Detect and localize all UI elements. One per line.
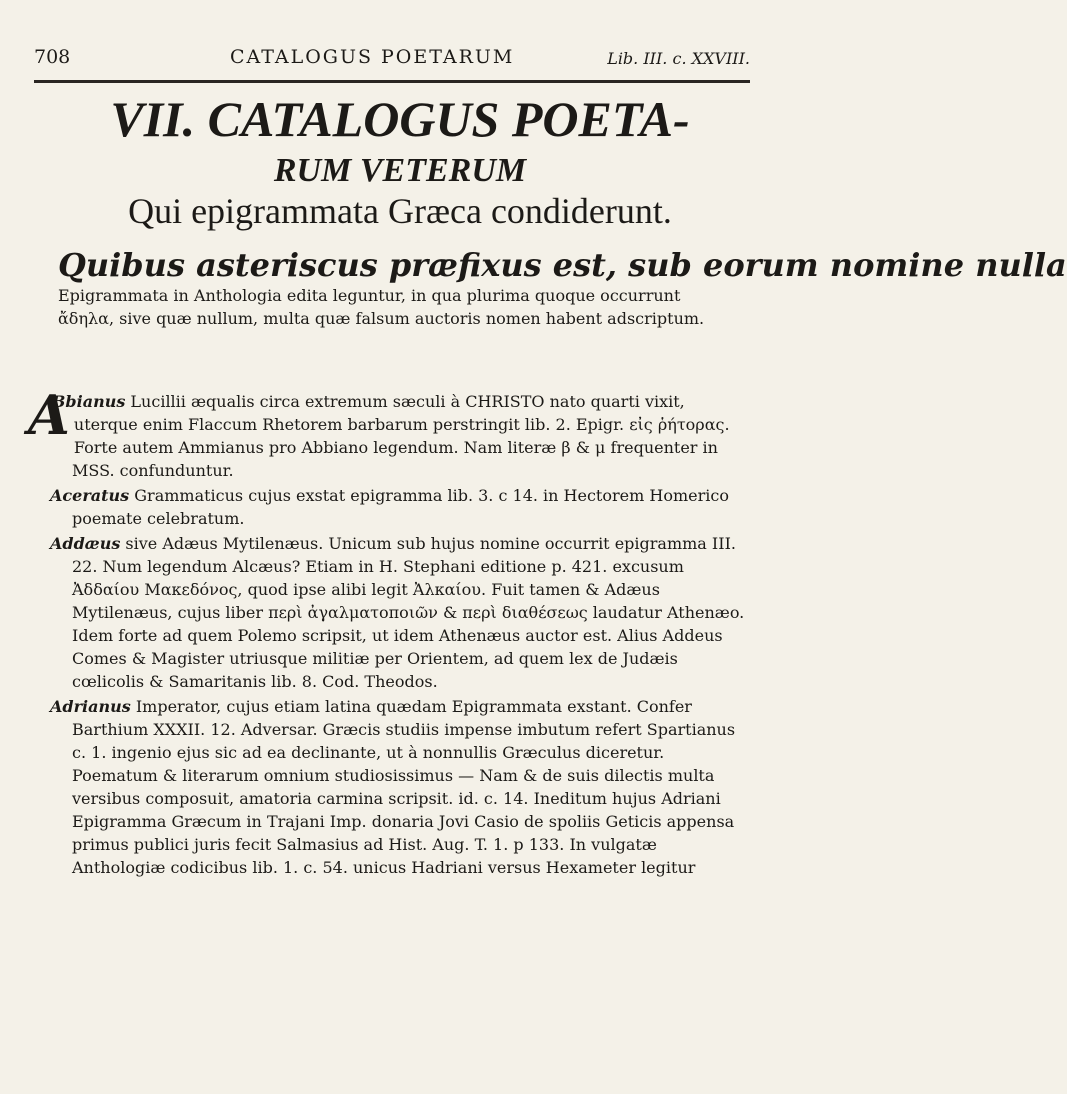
entry-text: Imperator, cujus etiam latina quædam Epigrammata exstant. Confer Barthium XXXII. 12. Adversar. Græcis studiis impense imbutum refert Spartianus c. 1. ingenio ejus sic ad ea declinante, ut à nonnullis Græculus diceretur. Poematum & literarum omnium studiosissimus — Nam & de suis dilectis multa versibus composuit, amatoria carmina scripsit. id. c. 14. Ineditum hujus Adriani Epigramma Græcum in Trajani Imp. donaria Jovi Casio de spoliis Geticis appensa primus publici juris fecit Salmasius ad Hist. Aug. T. 1. p 133. In vulgatæ Anthologiæ codicibus lib. 1. c. 54. unicus Hadriani versus Hexameter legitur [72,697,736,877]
page-number: 708 [34,46,71,68]
entry-headword: Aceratus [50,486,130,505]
entry-text: sive Adæus Mytilenæus. Unicum sub hujus nomine occurrit epigramma III. 22. Num legendum Alcæus? Etiam in H. Stephani editione p. 421. excusum Ἀδδαίου Μακεδόνος, quod ipse alibi legit Ἀλκαίου. Fuit tamen & Adæus Mytilenæus, cujus liber περὶ ἀγαλματοποιῶν & περὶ διαθέσεως laudatur Athenæo. Idem forte ad quem Polemo scripsit, ut idem Athenæus auctor est. Alius Addeus Comes & Magister utriusque militiæ per Orientem, ad quem lex de Judæis cœlicolis & Samaritanis lib. 8. Cod. Theodos. [72,534,745,691]
entry-aceratus [50,484,750,530]
entry-text: Grammaticus cujus exstat epigramma lib. 3. c 14. in Hectorem Homerico poemate celebratum. [72,486,729,528]
intro-first-line: Quibus asteriscus præfixus est, sub eorum nomine nulla [58,246,1067,284]
drop-initial: A [28,383,70,447]
entry-headword: Adrianus [50,697,131,716]
entry-addaeus [50,532,750,693]
running-head [34,44,750,74]
chapter-reference: Lib. III. c. XXVIII. [607,49,750,68]
section-title-line2: RUM VETERUM [273,152,527,189]
running-title: CATALOGUS POETARUM [230,46,515,68]
section-title-line1: VII. CATALOGUS POETA- [110,91,690,147]
section-subtitle: Qui epigrammata Græca condiderunt. [128,191,672,231]
intro-note [58,246,1067,330]
entry-headword: Bbianus [51,392,126,411]
entry-headword: Addæus [50,534,121,553]
entry-adrianus [50,695,750,879]
entry-list [28,383,750,879]
entry-text: Lucillii æqualis circa extremum sæculi à CHRISTO nato quarti vixit, uterque enim Flaccum Rhetorem barbarum perstringit lib. 2. Epigr. εἰς ῥήτορας. Forte autem Ammianus pro Abbiano legendum. Nam literæ β & μ frequenter in MSS. confunduntur. [72,392,730,480]
entry-abbianus [28,383,750,482]
intro-rest: Epigrammata in Anthologia edita leguntur, in qua plurima quoque occurrunt ἄδηλα, sive quæ nullum, multa quæ falsum auctoris nomen habent adscriptum. [58,286,705,328]
header-rule [34,80,750,83]
